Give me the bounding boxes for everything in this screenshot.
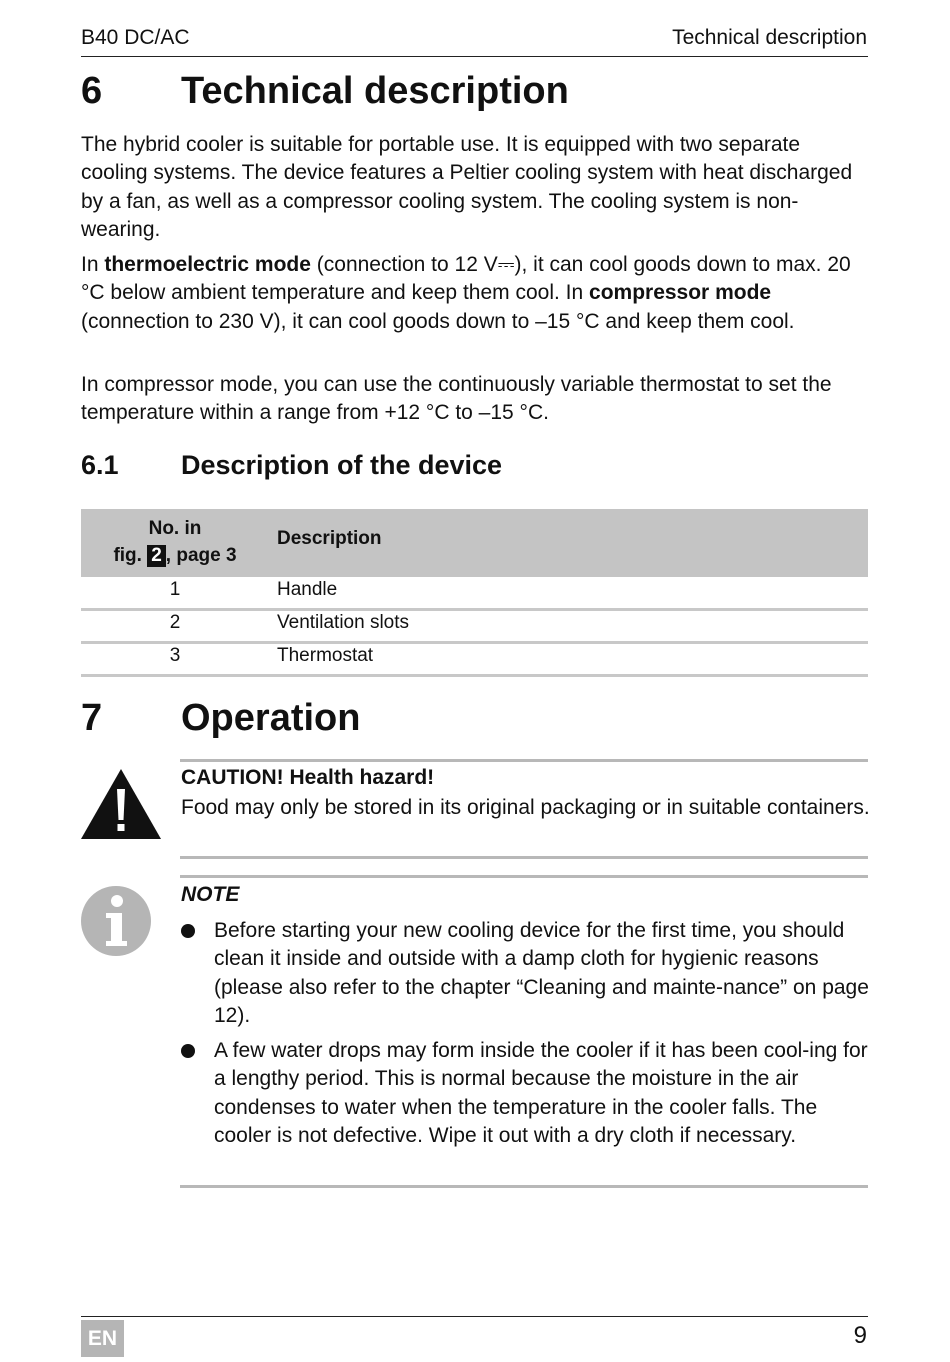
modes-paragraph: In thermoelectric mode (connection to 12 V⎓), it can cool goods down to max. 20 °C below ambient temperature and keep them cool. In compressor mode (connection to 230 V), it can cool goods down to –15 °C and keep them cool. <box>81 253 851 333</box>
table-row-divider <box>81 641 868 644</box>
footer-divider <box>81 1316 868 1317</box>
table-cell-description: Handle <box>277 579 338 600</box>
caution-text: Food may only be stored in its original packaging or in suitable containers. <box>181 796 870 819</box>
section-title: Operation <box>181 697 361 739</box>
table-cell-number: 3 <box>169 645 181 666</box>
section-title: Technical description <box>181 70 569 112</box>
page-number: 9 <box>853 1322 867 1349</box>
header-divider <box>81 56 868 57</box>
note-bullet-item: Before starting your new cooling device for the first time, you should clean it inside and outside with a damp cloth for hygienic reasons (please also refer to the chapter “Cleaning and mainte-nance” on page 12). <box>214 919 869 1027</box>
thermostat-paragraph: In compressor mode, you can use the continuously variable thermostat to set the temperature within a range from +12 °C to –15 °C. <box>81 373 832 425</box>
section-number: 6 <box>81 70 103 112</box>
caution-top-rule <box>180 759 868 762</box>
warning-triangle-icon <box>80 768 162 840</box>
table-header-number: No. in fig. 2 , page 3 <box>113 518 237 566</box>
table-header-description: Description <box>277 528 382 549</box>
intro-paragraph: The hybrid cooler is suitable for portable use. It is equipped with two separate cooling systems. The device features a Peltier cooling system with heat discharged by a fan, as well as a compressor cooling system. The cooling system is non-wearing. <box>81 133 853 241</box>
caution-bottom-rule <box>180 856 868 859</box>
subsection-number: 6.1 <box>81 450 119 480</box>
subsection-title: Description of the device <box>181 450 503 480</box>
note-title: NOTE <box>181 883 240 906</box>
note-bullet-item: A few water drops may form inside the cooler if it has been cool-ing for a lengthy period. This is normal because the moisture in the air condenses to water when the temperature in the cooler falls. The cooler is not defective. Wipe it out with a dry cloth if necessary. <box>214 1039 868 1147</box>
running-header-model: B40 DC/AC <box>81 26 190 49</box>
info-icon <box>80 885 152 957</box>
bullet-icon <box>181 924 195 938</box>
table-row-divider <box>81 608 868 611</box>
caution-title: CAUTION! Health hazard! <box>181 766 435 789</box>
running-header-section: Technical description <box>672 26 867 49</box>
section-number: 7 <box>81 697 103 739</box>
note-bottom-rule <box>180 1185 868 1188</box>
table-cell-description: Ventilation slots <box>277 612 410 633</box>
table-cell-number: 2 <box>169 612 181 633</box>
table-cell-description: Thermostat <box>277 645 374 666</box>
language-badge: EN <box>81 1320 124 1357</box>
figure-number-badge: 2 <box>147 545 166 567</box>
table-row-divider <box>81 674 868 677</box>
dc-symbol: ⎓ <box>497 253 515 276</box>
bullet-icon <box>181 1044 195 1058</box>
table-cell-number: 1 <box>169 579 181 600</box>
note-top-rule <box>180 875 868 878</box>
